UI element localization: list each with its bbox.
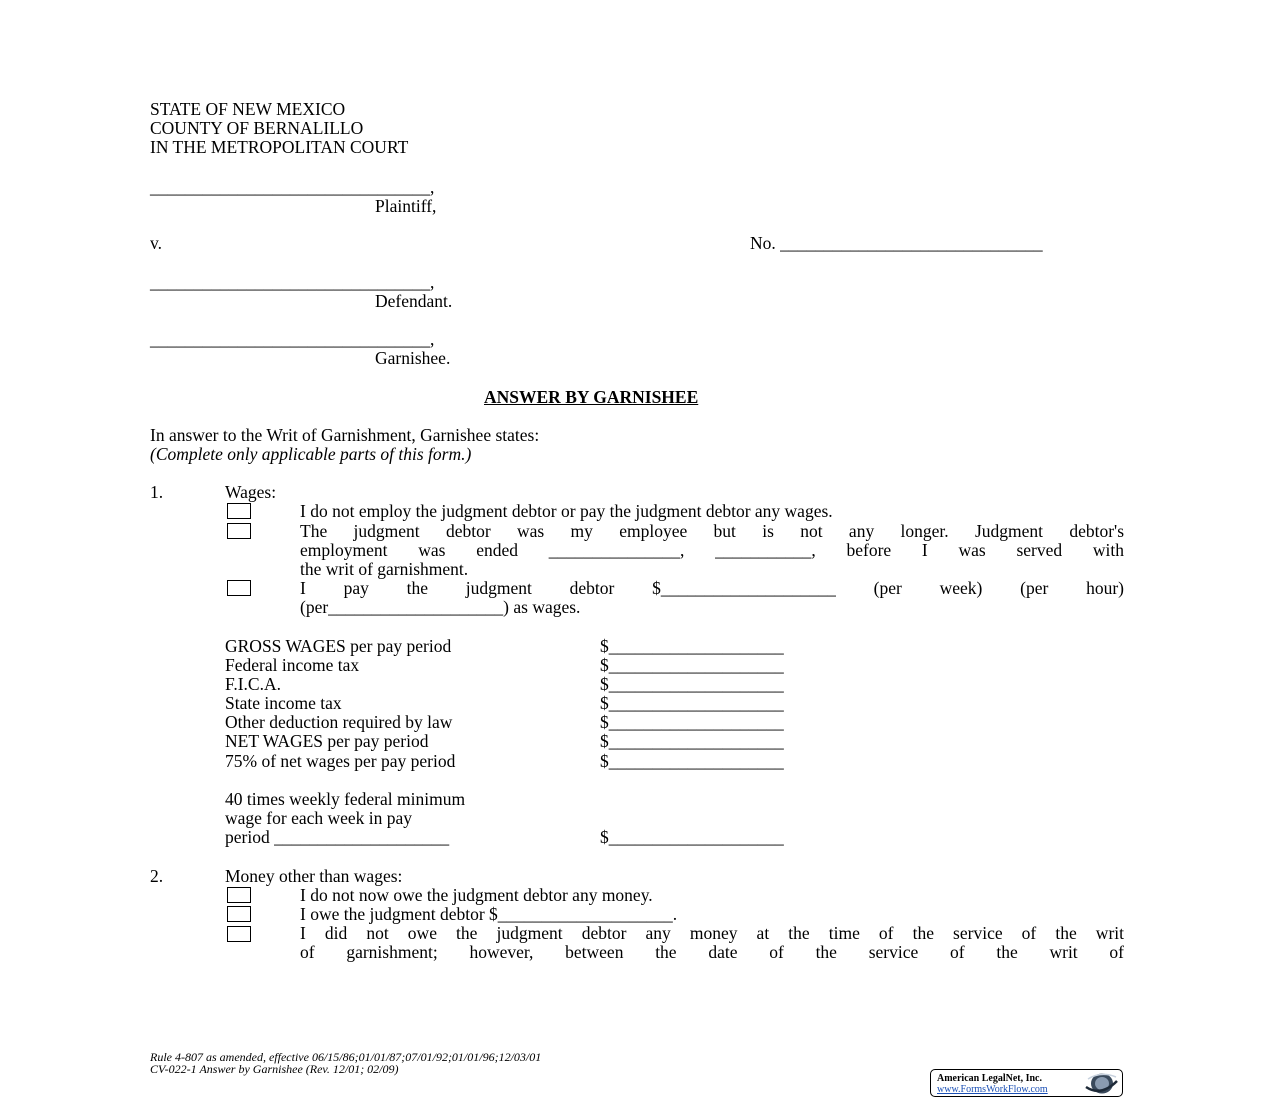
option-owe-amount[interactable]: I owe the judgment debtor $____________________. [300,904,678,924]
section-1-number: 1. [150,482,164,502]
option-former-employee-line3: the writ of garnishment. [300,559,469,579]
wage-row-label: 75% of net wages per pay period [225,751,456,771]
wage-row-amount[interactable]: $____________________ [600,636,784,656]
wage-row-label: NET WAGES per pay period [225,731,429,751]
wage-row-amount[interactable]: $____________________ [600,751,784,771]
defendant-label: Defendant. [375,291,453,311]
option-owed-later-line2: of garnishment; however, between the date of the service of the writ of [300,942,1124,962]
wage-row-label: F.I.C.A. [225,674,281,694]
plaintiff-label: Plaintiff, [375,196,437,216]
versus-label: v. [150,233,162,253]
wage-row-amount[interactable]: $____________________ [600,731,784,751]
checkbox-owe-nothing[interactable] [227,887,251,903]
minimum-wage-line2: wage for each week in pay [225,808,413,828]
defendant-line[interactable]: ________________________________, [150,272,435,292]
wage-row-amount[interactable]: $____________________ [600,712,784,732]
garnishee-label: Garnishee. [375,348,451,368]
checkbox-owe-amount[interactable] [227,906,251,922]
option-former-employee-line2[interactable]: employment was ended _______________, ___________, before I was served with [300,540,1124,560]
checkbox-not-employed[interactable] [227,503,251,519]
wage-row-amount[interactable]: $____________________ [600,674,784,694]
form-title: ANSWER BY GARNISHEE [484,387,699,407]
option-former-employee-line1: The judgment debtor was my employee but is not any longer. Judgment debtor's [300,521,1124,541]
wage-row-label: Other deduction required by law [225,712,453,732]
court-county: COUNTY OF BERNALILLO [150,118,364,138]
wage-row-amount[interactable]: $____________________ [600,655,784,675]
section-2-number: 2. [150,866,164,886]
minimum-wage-amount-field[interactable]: $____________________ [600,827,784,847]
minimum-wage-period-field[interactable]: period ____________________ [225,827,450,847]
logo-company: American LegalNet, Inc. [937,1073,1042,1084]
intro-text: In answer to the Writ of Garnishment, Garnishee states: [150,425,540,445]
garnishee-line[interactable]: ________________________________, [150,329,435,349]
checkbox-former-employee[interactable] [227,523,251,539]
option-pay-wages-line2[interactable]: (per____________________) as wages. [300,597,581,617]
checkbox-owed-later[interactable] [227,926,251,942]
footer-form-id: CV-022-1 Answer by Garnishee (Rev. 12/01; 02/09) [150,1062,399,1076]
globe-logo-icon [1083,1071,1119,1096]
option-owed-later-line1: I did not owe the judgment debtor any money at the time of the service of the writ [300,923,1124,943]
court-name: IN THE METROPOLITAN COURT [150,137,409,157]
wage-row-label: State income tax [225,693,342,713]
section-2-heading: Money other than wages: [225,866,403,886]
wage-row-label: Federal income tax [225,655,360,675]
footer-rule: Rule 4-807 as amended, effective 06/15/86;01/01/87;07/01/92;01/01/96;12/03/01 [150,1050,542,1064]
minimum-wage-line1: 40 times weekly federal minimum [225,789,466,809]
option-pay-wages-line1[interactable]: I pay the judgment debtor $____________________ (per week) (per hour) [300,578,1124,598]
wage-row-label: GROSS WAGES per pay period [225,636,452,656]
checkbox-pay-wages[interactable] [227,580,251,596]
option-not-employed: I do not employ the judgment debtor or pay the judgment debtor any wages. [300,501,833,521]
wage-row-amount[interactable]: $____________________ [600,693,784,713]
intro-instruction: (Complete only applicable parts of this form.) [150,444,472,464]
logo-url[interactable]: www.FormsWorkFlow.com [937,1084,1048,1095]
court-state: STATE OF NEW MEXICO [150,99,346,119]
section-1-heading: Wages: [225,482,277,502]
case-number-field[interactable]: No. ______________________________ [750,233,1043,253]
american-legalnet-logo[interactable] [930,1069,1123,1097]
plaintiff-line[interactable]: ________________________________, [150,177,435,197]
option-owe-nothing: I do not now owe the judgment debtor any money. [300,885,653,905]
